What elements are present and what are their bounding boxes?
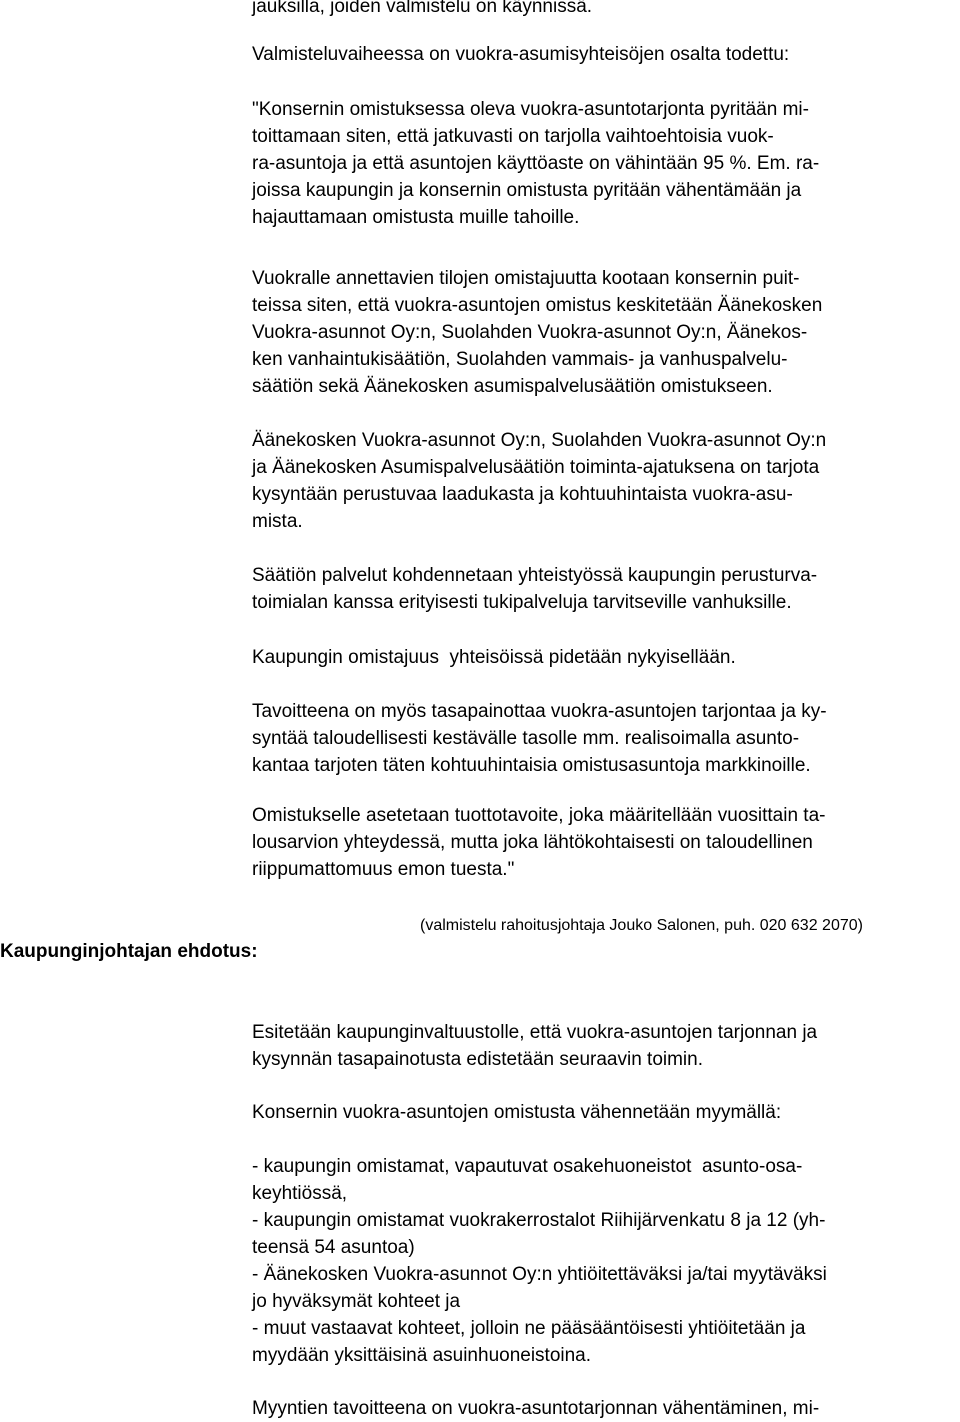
text-line: lousarvion yhteydessä, mutta joka lähtökohtaisesti on taloudellinen — [252, 832, 813, 853]
text-line: kysynnän tasapainotusta edistetään seuraavin toimin. — [252, 1049, 703, 1070]
list-item: myydään yksittäisinä asuinhuoneistoina. — [252, 1345, 592, 1366]
quote-paragraph-5 — [252, 644, 956, 671]
quote-paragraph-1 — [252, 96, 956, 231]
text-line: riippumattomuus emon tuesta." — [252, 859, 515, 880]
preparation-note: (valmistelu rahoitusjohtaja Jouko Salonen, puh. 020 632 2070) — [420, 917, 863, 934]
text-line: hajauttamaan omistusta muille tahoille. — [252, 207, 580, 228]
proposal-heading: Kaupunginjohtajan ehdotus: — [0, 941, 258, 962]
text-line: ja Äänekosken Asumispalvelusäätiön toiminta-ajatuksena on tarjota — [252, 457, 820, 478]
text-line: Vuokralle annettavien tilojen omistajuutta kootaan konsernin puit- — [252, 268, 800, 289]
proposal-paragraph-2 — [252, 1099, 956, 1126]
text-line: Esitetään kaupunginvaltuustolle, että vuokra-asuntojen tarjonnan ja — [252, 1022, 818, 1043]
list-item: teensä 54 asuntoa) — [252, 1237, 415, 1258]
text-line: toimialan kanssa erityisesti tukipalveluja tarvitseville vanhuksille. — [252, 592, 792, 613]
text-line: Kaupungin omistajuus yhteisöissä pidetään nykyisellään. — [252, 647, 736, 668]
intro-line: Valmisteluvaiheessa on vuokra-asumisyhteisöjen osalta todettu: — [252, 44, 790, 65]
top-fragment-line: jauksilla, joiden valmistelu on käynnissä. — [252, 0, 593, 17]
quote-paragraph-3 — [252, 427, 956, 535]
list-item: keyhtiössä, — [252, 1183, 348, 1204]
quote-paragraph-6 — [252, 698, 956, 779]
text-line: syntää taloudellisesti kestävälle tasolle mm. realisoimalla asunto- — [252, 728, 800, 749]
text-line: Myyntien tavoitteena on vuokra-asuntotarjonnan vähentäminen, mi- — [252, 1398, 820, 1419]
text-line: Omistukselle asetetaan tuottotavoite, joka määritellään vuosittain ta- — [252, 805, 826, 826]
text-line: joissa kaupungin ja konsernin omistusta pyritään vähentämään ja — [252, 180, 802, 201]
text-line: Konsernin vuokra-asuntojen omistusta vähennetään myymällä: — [252, 1102, 782, 1123]
text-line: kysyntään perustuvaa laadukasta ja kohtuuhintaista vuokra-asu- — [252, 484, 793, 505]
list-item: - kaupungin omistamat, vapautuvat osakehuoneistot asunto-osa- — [252, 1156, 803, 1177]
last-fragment-paragraph — [252, 1395, 956, 1422]
list-item: - kaupungin omistamat vuokrakerrostalot Riihijärvenkatu 8 ja 12 (yh- — [252, 1210, 826, 1231]
text-line: teissa siten, että vuokra-asuntojen omistus keskitetään Äänekosken — [252, 295, 823, 316]
text-line: Vuokra-asunnot Oy:n, Suolahden Vuokra-asunnot Oy:n, Äänekos- — [252, 322, 808, 343]
text-line: mista. — [252, 511, 303, 532]
proposal-list — [252, 1153, 956, 1369]
list-item: - muut vastaavat kohteet, jolloin ne pääsääntöisesti yhtiöitetään ja — [252, 1318, 806, 1339]
intro-paragraph — [252, 41, 956, 68]
text-line: Säätiön palvelut kohdennetaan yhteistyössä kaupungin perusturva- — [252, 565, 818, 586]
text-line: kantaa tarjoten täten kohtuuhintaisia omistusasuntoja markkinoille. — [252, 755, 811, 776]
text-line: Tavoitteena on myös tasapainottaa vuokra-asuntojen tarjontaa ja ky- — [252, 701, 827, 722]
list-item: - Äänekosken Vuokra-asunnot Oy:n yhtiöitettäväksi ja/tai myytäväksi — [252, 1264, 827, 1285]
list-item: jo hyväksymät kohteet ja — [252, 1291, 461, 1312]
text-line: toittamaan siten, että jatkuvasti on tarjolla vaihtoehtoisia vuok- — [252, 126, 774, 147]
text-line: "Konsernin omistuksessa oleva vuokra-asuntotarjonta pyritään mi- — [252, 99, 809, 120]
proposal-paragraph-1 — [252, 1019, 956, 1073]
text-line: ra-asuntoja ja että asuntojen käyttöaste on vähintään 95 %. Em. ra- — [252, 153, 820, 174]
quote-paragraph-4 — [252, 562, 956, 616]
text-line: säätiön sekä Äänekosken asumispalvelusäätiön omistukseen. — [252, 376, 773, 397]
quote-paragraph-2 — [252, 265, 956, 400]
text-line: ken vanhaintukisäätiön, Suolahden vammais- ja vanhuspalvelu- — [252, 349, 788, 370]
text-line: Äänekosken Vuokra-asunnot Oy:n, Suolahden Vuokra-asunnot Oy:n — [252, 430, 827, 451]
quote-paragraph-7 — [252, 802, 956, 883]
